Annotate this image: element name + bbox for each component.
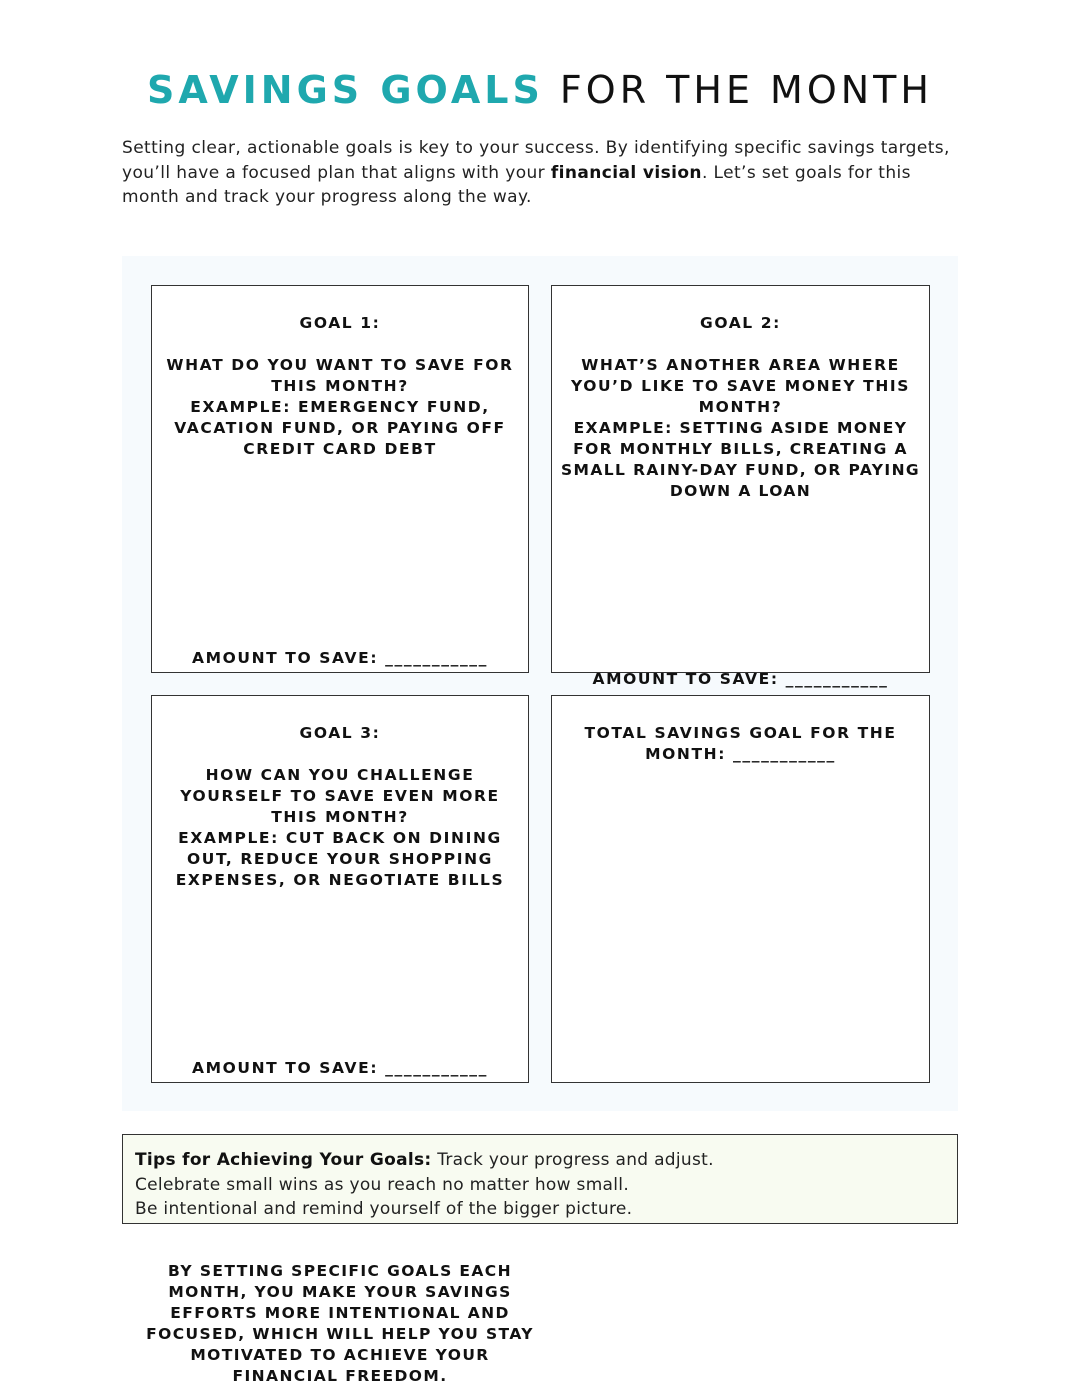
goal-1-heading: GOAL 1:	[299, 314, 381, 332]
tips-line-1-text: Track your progress and adjust.	[431, 1150, 714, 1170]
goal-2-question	[552, 355, 929, 502]
goal-1-question	[152, 355, 528, 460]
intro-bold-text: financial vision	[550, 162, 702, 183]
goal-2-heading: GOAL 2:	[700, 314, 781, 332]
tips-line-3: Be intentional and remind yourself of the bigger picture.	[135, 1199, 633, 1219]
goal-1-example-text: EXAMPLE: EMERGENCY FUND, VACATION FUND, OR PAYING OFF CREDIT CARD DEBT	[174, 398, 506, 458]
goal-2-question-text: WHAT’S ANOTHER AREA WHERE YOU’D LIKE TO SAVE MONEY THIS MONTH?	[570, 356, 911, 416]
intro-text-end: . Let’s set goals for this month and track your progress along the way.	[122, 162, 911, 207]
goal-1-card	[151, 285, 529, 673]
goal-3-heading: GOAL 3:	[299, 724, 381, 742]
intro-paragraph	[122, 136, 952, 210]
closing-statement: BY SETTING SPECIFIC GOALS EACH MONTH, YOU MAKE YOUR SAVINGS EFFORTS MORE INTENTIONAL AND FOCUSED, WHICH WILL HELP YOU STAY MOTIVATED TO ACHIEVE YOUR FINANCIAL FREEDOM.	[146, 1262, 534, 1385]
goal-2-example-text: EXAMPLE: SETTING ASIDE MONEY FOR MONTHLY BILLS, CREATING A SMALL RAINY-DAY FUND, OR PAYING DOWN A LOAN	[560, 419, 921, 500]
goal-3-amount: AMOUNT TO SAVE: ___________	[191, 1059, 488, 1077]
goal-3-example-text: EXAMPLE: CUT BACK ON DINING OUT, REDUCE YOUR SHOPPING EXPENSES, OR NEGOTIATE BILLS	[175, 829, 505, 889]
goal-1-amount: AMOUNT TO SAVE: ___________	[191, 649, 488, 667]
total-savings-goal: TOTAL SAVINGS GOAL FOR THE MONTH: ___________	[584, 724, 897, 763]
total-card	[551, 695, 930, 1083]
tips-label: Tips for Achieving Your Goals:	[135, 1150, 432, 1170]
title-accent: SAVINGS GOALS	[147, 68, 544, 112]
page-title	[0, 68, 1080, 112]
tips-line-1	[135, 1148, 945, 1173]
goal-3-question	[152, 765, 528, 891]
goal-3-question-text: HOW CAN YOU CHALLENGE YOURSELF TO SAVE EVEN MORE THIS MONTH?	[180, 766, 500, 826]
goal-2-amount: AMOUNT TO SAVE: ___________	[592, 670, 889, 688]
goal-2-card	[551, 285, 930, 673]
goal-3-card	[151, 695, 529, 1083]
title-rest: FOR THE MONTH	[559, 68, 933, 112]
goal-1-question-text: WHAT DO YOU WANT TO SAVE FOR THIS MONTH?	[166, 356, 514, 395]
intro-text-start: Setting clear, actionable goals is key to your success. By identifying specific savings targets, you’ll have a focused plan that aligns with your	[122, 138, 950, 183]
tips-line-2: Celebrate small wins as you reach no matter how small.	[135, 1174, 630, 1195]
tips-box	[122, 1134, 958, 1224]
